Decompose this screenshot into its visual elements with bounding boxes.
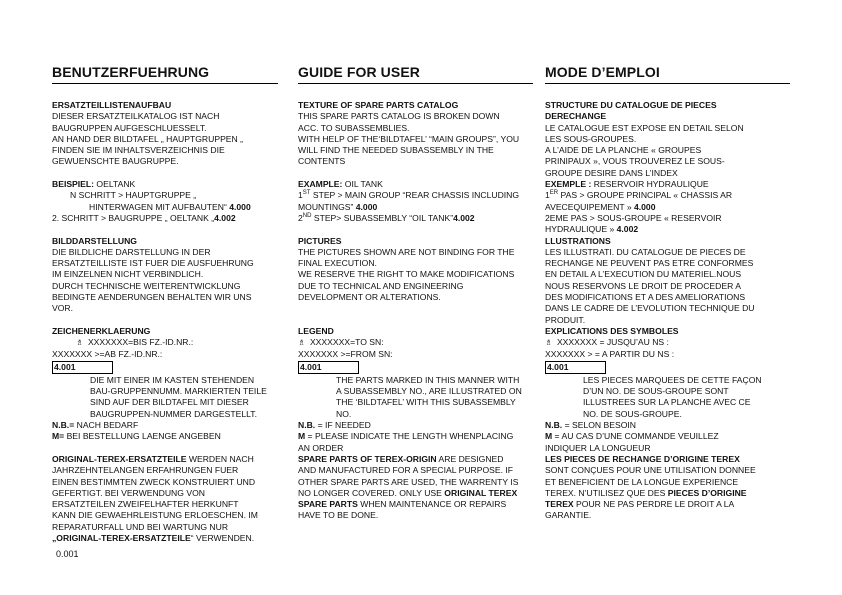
text-line bbox=[52, 420, 284, 431]
text-line bbox=[52, 454, 284, 465]
text-span: MOUNTINGS” bbox=[298, 201, 356, 212]
text-line bbox=[545, 224, 793, 235]
text-line bbox=[298, 213, 534, 224]
text-line: 2EME PAS > SOUS-GROUPE « RESERVOIR bbox=[545, 212, 722, 223]
example-value: OELTANK bbox=[94, 179, 136, 190]
heading-french: MODE D’EMPLOI bbox=[545, 64, 660, 80]
text-span: ST bbox=[302, 190, 311, 197]
text-span: NO LONGER COVERED. ONLY USE bbox=[298, 487, 445, 498]
text-span: HYDRAULIQUE » bbox=[545, 224, 617, 235]
text-line: BAUGRUPPEN AUFGESCHLUESSELT. bbox=[52, 122, 207, 133]
text-line: SONT CONÇUES POUR UNE UTILISATION DONNEE bbox=[545, 465, 756, 476]
group-number: 4.000 bbox=[633, 201, 656, 212]
text-line: BEDINGTE AENDERUNGEN BEHALTEN WIR UNS bbox=[52, 292, 252, 303]
text-line: SIND AUF DER BILDTAFEL MIT DIESER bbox=[90, 397, 249, 408]
text-line: KANN DIE GEWAEHRLEISTUNG ERLOESCHEN. IM bbox=[52, 510, 258, 521]
heading-rule bbox=[545, 83, 790, 84]
page-number: 0.001 bbox=[56, 549, 79, 559]
section-title: LLUSTRATIONS bbox=[545, 235, 611, 246]
text-span: = AU CAS D’UNE COMMANDE VEUILLEZ bbox=[552, 431, 719, 442]
abbr-label: M bbox=[545, 431, 553, 442]
text-span: = IF NEEDED bbox=[315, 420, 371, 431]
text-line: ERSATZTEILEN ZWEIFELHAFTER HERKUNFT bbox=[52, 499, 239, 510]
group-number: 4.002 bbox=[214, 212, 236, 223]
text-line bbox=[545, 499, 793, 510]
section-title: STRUCTURE DU CATALOGUE DE PIECES bbox=[545, 100, 717, 110]
text-line: GEWUENSCHTE BAUGRUPPE. bbox=[52, 156, 179, 167]
text-line bbox=[52, 431, 284, 442]
heading-english: GUIDE FOR USER bbox=[298, 64, 420, 80]
text-line: LES ILLUSTRATI. DU CATALOGUE DE PIECES DE bbox=[545, 246, 746, 257]
text-line: DES MODIFICATIONS ET A DES AMELIORATIONS bbox=[545, 292, 746, 303]
text-line: LES PIECES MARQUEES DE CETTE FAÇON bbox=[583, 374, 762, 385]
text-span: XXXXXXX=TO SN: bbox=[309, 337, 384, 348]
text-line: GARANTIE. bbox=[545, 510, 592, 521]
section-title: LEGEND bbox=[298, 325, 334, 336]
text-line: GROUPE DESIRE DANS L’INDEX bbox=[545, 167, 678, 178]
text-line bbox=[52, 213, 284, 224]
text-line: RECHANGE NE PEUVENT PAS ETRE CONFORMES bbox=[545, 258, 754, 269]
text-line: CONTENTS bbox=[298, 156, 346, 167]
text-line: NO. DE SOUS-GROUPE. bbox=[583, 408, 682, 419]
column-french bbox=[545, 100, 793, 522]
text-span: PAS > GROUPE PRINCIPAL « CHASSIS AR bbox=[558, 190, 733, 201]
group-number: 4.002 bbox=[453, 212, 475, 223]
text-span: XXXXXXX=BIS FZ.-ID.NR.: bbox=[87, 337, 194, 348]
text-span: TEREX. N’UTILISEZ QUE DES bbox=[545, 487, 668, 498]
text-line: XXXXXXX >=AB FZ.-ID.NR.: bbox=[52, 348, 163, 359]
text-line: EINEN BESTIMMTEN ZWECK KONSTRUIERT UND bbox=[52, 476, 256, 487]
text-span: NACH BEDARF bbox=[74, 420, 139, 431]
text-line: THE ‘BILDTAFEL’ WITH THIS SUBASSEMBLY bbox=[336, 397, 516, 408]
text-line: DIE MIT EINER IM KASTEN STEHENDEN bbox=[90, 374, 255, 385]
abbr-label: N.B. bbox=[298, 420, 316, 431]
section-title: ZEICHENERKLAERUNG bbox=[52, 325, 151, 336]
text-line: DUE TO TECHNICAL AND ENGINEERING bbox=[298, 280, 464, 291]
text-span: XXXXXXX = JUSQU’AU NS : bbox=[556, 337, 669, 348]
text-span: ARE DESIGNED bbox=[436, 453, 504, 464]
text-line: DIE BILDLICHE DARSTELLUNG IN DER bbox=[52, 246, 211, 257]
text-line: A L’AIDE DE LA PLANCHE « GROUPES bbox=[545, 145, 702, 156]
text-line bbox=[52, 202, 284, 213]
heading-german: BENUTZERFUEHRUNG bbox=[52, 64, 210, 80]
text-span: POUR NE PAS PERDRE LE DROIT A LA bbox=[573, 499, 735, 510]
legend-line bbox=[52, 337, 284, 348]
text-line: XXXXXXX > = A PARTIR DU NS : bbox=[545, 348, 675, 359]
text-line: WILL FIND THE NEEDED SUBASSEMBLY IN THE bbox=[298, 145, 494, 156]
abbr-label: M bbox=[298, 431, 306, 442]
text-line bbox=[545, 190, 793, 201]
text-line: FINAL EXECUTION. bbox=[298, 258, 377, 269]
abbr-label: N.B.= bbox=[52, 420, 75, 431]
text-line: AN ORDER bbox=[298, 442, 344, 453]
text-span: = PLEASE INDICATE THE LENGTH WHENPLACING bbox=[305, 431, 514, 442]
text-line: A SUBASSEMBLY NO., ARE ILLUSTRATED ON bbox=[336, 386, 522, 397]
text-line: AN HAND DER BILDTAFEL „ HAUPTGRUPPEN „ bbox=[52, 133, 243, 144]
section-title: DERECHANGE bbox=[545, 111, 607, 122]
group-number-box: 4.001 bbox=[52, 361, 113, 374]
group-number-box: 4.001 bbox=[298, 361, 359, 374]
text-line: PRODUIT. bbox=[545, 314, 586, 325]
text-line: IM EINZELNEN NICHT VERBINDLICH. bbox=[52, 269, 204, 280]
text-span: PIECES D’ORIGINE bbox=[667, 487, 747, 498]
heading-rule bbox=[52, 83, 278, 84]
text-line: INDIQUER LA LONGUEUR bbox=[545, 442, 651, 453]
vehicle-symbol-icon: ♗ bbox=[76, 338, 84, 348]
vehicle-symbol-icon: ♗ bbox=[545, 338, 553, 348]
text-span: 1 bbox=[298, 190, 303, 201]
text-line: ACC. TO SUBASSEMBLIES. bbox=[298, 122, 410, 133]
text-span: ORIGINAL TEREX bbox=[444, 487, 518, 498]
text-line: ERSATZTEILLISTE IST FUER DIE AUSFUEHRUNG bbox=[52, 258, 254, 269]
text-line: XXXXXXX >=FROM SN: bbox=[298, 348, 393, 359]
abbr-label: M= bbox=[52, 431, 65, 442]
text-span: 2. SCHRITT > BAUGRUPPE „ OELTANK „ bbox=[52, 212, 215, 223]
text-line: JAHRZEHNTELANGEN ERFAHRUNGEN FUER bbox=[52, 465, 239, 476]
text-line bbox=[545, 420, 793, 431]
group-number: 4.002 bbox=[616, 224, 639, 235]
text-line: PRINIPAUX », VOUS TROUVEREZ LE SOUS- bbox=[545, 156, 725, 167]
text-line: NOUS RESERVONS LE DROIT DE PROCEDER A bbox=[545, 280, 741, 291]
text-span: STEP > MAIN GROUP “REAR CHASSIS INCLUDING bbox=[310, 190, 520, 201]
text-line: REPARATURFALL UND BEI WARTUNG NUR bbox=[52, 521, 229, 532]
text-line: DANS LE CADRE DE L’EVOLUTION TECHNIQUE DU bbox=[545, 303, 755, 314]
text-line bbox=[298, 202, 534, 213]
text-line bbox=[545, 431, 793, 442]
abbr-label: N.B. bbox=[545, 420, 563, 431]
text-line: THIS SPARE PARTS CATALOG IS BROKEN DOWN bbox=[298, 111, 500, 122]
example-label: EXAMPLE: bbox=[298, 179, 343, 190]
example-line bbox=[298, 179, 534, 190]
text-span: WERDEN NACH bbox=[186, 453, 254, 464]
section-title: SPARE PARTS OF TEREX-ORIGIN bbox=[298, 453, 437, 464]
text-span: = SELON BESOIN bbox=[562, 420, 636, 431]
text-span: 2 bbox=[298, 212, 303, 223]
text-line: DIESER ERSATZTEILKATALOG IST NACH bbox=[52, 111, 220, 122]
example-label: EXEMPLE : bbox=[545, 179, 592, 190]
group-number: 4.000 bbox=[229, 201, 251, 212]
text-line: AND MANUFACTURED FOR A SPECIAL PURPOSE. IF bbox=[298, 465, 514, 476]
group-number: 4.000 bbox=[355, 201, 378, 212]
text-span: AVECEQUIPEMENT » bbox=[545, 201, 634, 212]
text-span: STEP> SUBASSEMBLY “OIL TANK” bbox=[311, 212, 454, 223]
section-title: EXPLICATIONS DES SYMBOLES bbox=[545, 325, 679, 336]
text-line: D’UN NO. DE SOUS-GROUPE SONT bbox=[583, 386, 729, 397]
text-line: THE PICTURES SHOWN ARE NOT BINDING FOR THE bbox=[298, 246, 515, 257]
text-span: ND bbox=[302, 213, 312, 220]
text-line: BAU-GRUPPENNUMM. MARKIERTEN TEILE bbox=[90, 386, 267, 397]
heading-rule bbox=[298, 83, 533, 84]
text-line: ILLUSTREES SUR LA PLANCHE AVEC CE bbox=[583, 397, 751, 408]
text-span: WHEN MAINTENANCE OR REPAIRS bbox=[357, 499, 507, 510]
text-line bbox=[298, 431, 534, 442]
text-span: „ORIGINAL-TEREX-ERSATZTEILE bbox=[52, 532, 191, 543]
text-line bbox=[545, 202, 793, 213]
section-title: TEXTURE OF SPARE PARTS CATALOG bbox=[298, 100, 459, 110]
example-value: RESERVOIR HYDRAULIQUE bbox=[591, 179, 709, 190]
text-span: BEI BESTELLUNG LAENGE ANGEBEN bbox=[64, 431, 221, 442]
example-line bbox=[545, 179, 793, 190]
group-number-box: 4.001 bbox=[545, 361, 606, 374]
text-line: WITH HELP OF THE‘BILDTAFEL’ “MAIN GROUPS”, YOU bbox=[298, 133, 520, 144]
text-span: 1 bbox=[545, 190, 550, 201]
example-value: OIL TANK bbox=[342, 179, 383, 190]
example-label: BEISPIEL: bbox=[52, 179, 95, 190]
legend-line bbox=[545, 337, 793, 348]
text-line: VOR. bbox=[52, 303, 74, 314]
text-line: GEFERTIGT. BEI VERWENDUNG VON bbox=[52, 487, 205, 498]
text-line: NO. bbox=[336, 408, 352, 419]
text-line: WE RESERVE THE RIGHT TO MAKE MODIFICATIONS bbox=[298, 269, 515, 280]
text-line bbox=[52, 533, 284, 544]
text-line: LES SOUS-GROUPES. bbox=[545, 133, 637, 144]
column-english bbox=[298, 100, 534, 522]
text-line bbox=[545, 488, 793, 499]
text-line: N SCHRITT > HAUPTGRUPPE „ bbox=[70, 190, 197, 201]
section-title: BILDDARSTELLUNG bbox=[52, 235, 137, 246]
text-line bbox=[298, 499, 534, 510]
text-span: “ VERWENDEN. bbox=[190, 532, 255, 543]
text-line: EN DETAIL A L’EXECUTION DU MATERIEL.NOUS bbox=[545, 269, 742, 280]
text-line bbox=[298, 420, 534, 431]
legend-line bbox=[298, 337, 534, 348]
text-span: TEREX bbox=[545, 499, 574, 510]
text-line: DURCH TECHNISCHE WEITERENTWICKLUNG bbox=[52, 280, 241, 291]
text-span: SPARE PARTS bbox=[298, 499, 358, 510]
column-german bbox=[52, 100, 284, 544]
example-line bbox=[52, 179, 284, 190]
section-title: PICTURES bbox=[298, 235, 342, 246]
text-span: ER bbox=[549, 190, 559, 197]
text-line: OTHER SPARE PARTS ARE USED, THE WARRENTY IS bbox=[298, 476, 519, 487]
text-line: LE CATALOGUE EST EXPOSE EN DETAIL SELON bbox=[545, 122, 744, 133]
text-line bbox=[298, 454, 534, 465]
text-line: FINDEN SIE IM INHALTSVERZEICHNIS DIE bbox=[52, 145, 225, 156]
text-line: THE PARTS MARKED IN THIS MANNER WITH bbox=[336, 374, 520, 385]
text-line bbox=[298, 190, 534, 201]
section-title: ORIGINAL-TEREX-ERSATZTEILE bbox=[52, 453, 187, 464]
text-line: HAVE TO BE DONE. bbox=[298, 510, 379, 521]
text-line: BAUGRUPPEN-NUMMER DARGESTELLT. bbox=[90, 408, 257, 419]
text-line: DEVELOPMENT OR ALTERATIONS. bbox=[298, 292, 441, 303]
text-line bbox=[298, 488, 534, 499]
section-title: LES PIECES DE RECHANGE D’ORIGINE TEREX bbox=[545, 453, 740, 464]
text-span: HINTERWAGEN MIT AUFBAUTEN“ bbox=[89, 201, 230, 212]
section-title: ERSATZTEILLISTENAUFBAU bbox=[52, 100, 172, 110]
vehicle-symbol-icon: ♗ bbox=[298, 338, 306, 348]
text-line: ET BENEFICIENT DE LA LONGUE EXPERIENCE bbox=[545, 476, 739, 487]
